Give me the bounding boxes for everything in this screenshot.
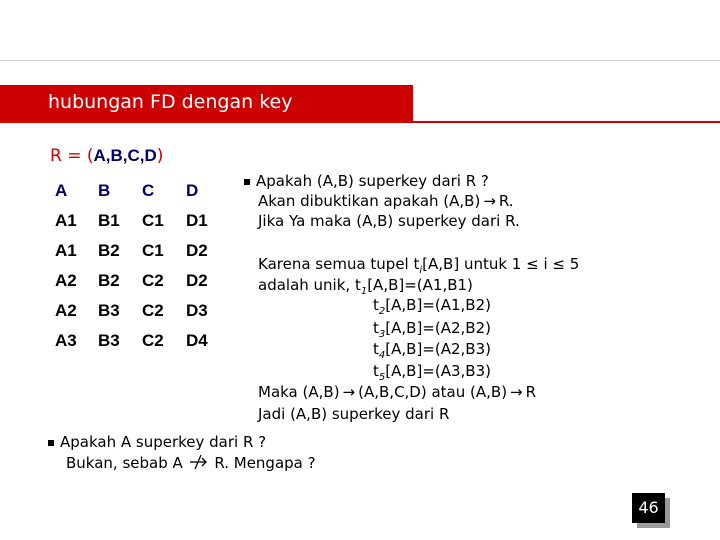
title-bar <box>0 85 413 123</box>
answer-line <box>66 453 316 472</box>
tuple-label: t <box>373 362 379 380</box>
table-cell: A1 <box>55 241 77 260</box>
table-cell: B2 <box>98 241 120 260</box>
conclusion-line <box>258 405 449 423</box>
table-header-cell: B <box>98 181 111 200</box>
maka-target: R <box>525 383 537 401</box>
tuple-value: [A,B]=(A2,B2) <box>385 319 491 337</box>
question-text: Apakah (A,B) superkey dari R ? <box>256 172 489 190</box>
right-arrow-icon: → <box>483 192 496 210</box>
table-cell: C1 <box>142 241 164 260</box>
table-cell: A3 <box>55 331 77 350</box>
tuple-label: t <box>373 296 379 314</box>
tuple-value: [A,B]=(A3,B3) <box>385 362 491 380</box>
subscript: 5 <box>378 372 386 383</box>
conclusion-text: Jadi (A,B) superkey dari R <box>258 405 450 423</box>
question-superkey-ab <box>244 172 489 190</box>
answer-text: Bukan, sebab A <box>66 454 183 472</box>
tuple-label: t <box>373 340 379 358</box>
subscript: 3 <box>378 329 386 340</box>
table-cell: C2 <box>142 301 164 320</box>
table-cell: D4 <box>186 331 208 350</box>
tuple-value: [A,B]=(A1,B2) <box>385 296 491 314</box>
table-row <box>48 236 222 266</box>
table-row <box>48 266 222 296</box>
subscript: 1 <box>360 286 368 297</box>
tuple-2-line <box>373 296 491 317</box>
tuple-3-line <box>373 319 491 340</box>
answer-text-end: R. Mengapa ? <box>214 454 316 472</box>
table-cell: C1 <box>142 211 164 230</box>
condition-text: Jika Ya maka (A,B) superkey dari R. <box>258 212 520 230</box>
page-number-box <box>632 493 665 523</box>
table-cell: D1 <box>186 211 208 230</box>
maka-text-mid: (A,B,C,D) atau (A,B) <box>358 383 508 401</box>
karena-range: [A,B] untuk 1 ≤ i ≤ 5 <box>422 255 580 273</box>
table-cell: B3 <box>98 331 120 350</box>
tuple-value: [A,B]=(A1,B1) <box>367 276 473 294</box>
question-text: Apakah A superkey dari R ? <box>60 433 267 451</box>
table-cell: C2 <box>142 271 164 290</box>
relation-prefix: R = ( <box>50 146 94 166</box>
tuple-value: [A,B]=(A2,B3) <box>385 340 491 358</box>
table-cell: D2 <box>186 241 208 260</box>
relation-table <box>48 176 222 356</box>
table-header-cell: A <box>55 181 68 200</box>
page-number: 46 <box>638 498 659 517</box>
table-row <box>48 206 222 236</box>
maka-line <box>258 383 536 401</box>
tuple-label: t <box>373 319 379 337</box>
table-header-cell: D <box>186 181 199 200</box>
relation-suffix: ) <box>156 146 164 166</box>
table-cell: C2 <box>142 331 164 350</box>
tuple-5-line <box>373 362 491 383</box>
maka-text: Maka (A,B) <box>258 383 340 401</box>
table-cell: A2 <box>55 301 77 320</box>
tuple-4-line <box>373 340 491 361</box>
right-arrow-icon: → <box>510 383 523 401</box>
slide-title: hubungan FD dengan key <box>48 91 293 113</box>
subscript: 2 <box>378 306 386 317</box>
top-divider <box>0 60 720 61</box>
table-cell: B2 <box>98 271 120 290</box>
subscript: 4 <box>378 350 386 361</box>
question-superkey-a <box>48 433 266 451</box>
karena-text: Karena semua tupel t <box>258 255 420 273</box>
proof-target: R. <box>498 192 514 210</box>
karena-line <box>258 255 579 276</box>
proof-intro <box>258 192 514 210</box>
table-cell: D3 <box>186 301 208 320</box>
table-cell: B3 <box>98 301 120 320</box>
table-row <box>48 326 222 356</box>
tuple-1-line <box>258 276 473 297</box>
title-underline <box>413 121 720 123</box>
table-cell: A1 <box>55 211 77 230</box>
square-bullet-icon <box>244 179 250 185</box>
square-bullet-icon <box>48 440 54 446</box>
unik-text: adalah unik, t <box>258 276 361 294</box>
table-cell: D2 <box>186 271 208 290</box>
table-cell: B1 <box>98 211 120 230</box>
right-arrow-icon: → <box>342 383 356 401</box>
relation-attributes: A,B,C,D <box>93 146 157 165</box>
subscript: i <box>419 265 423 276</box>
table-header-row <box>48 176 222 206</box>
table-cell: A2 <box>55 271 77 290</box>
table-row <box>48 296 222 326</box>
proof-condition <box>258 212 520 230</box>
relation-schema <box>50 146 163 166</box>
table-header-cell: C <box>142 181 155 200</box>
not-determines-icon <box>188 453 210 471</box>
proof-text: Akan dibuktikan apakah (A,B) <box>258 192 481 210</box>
